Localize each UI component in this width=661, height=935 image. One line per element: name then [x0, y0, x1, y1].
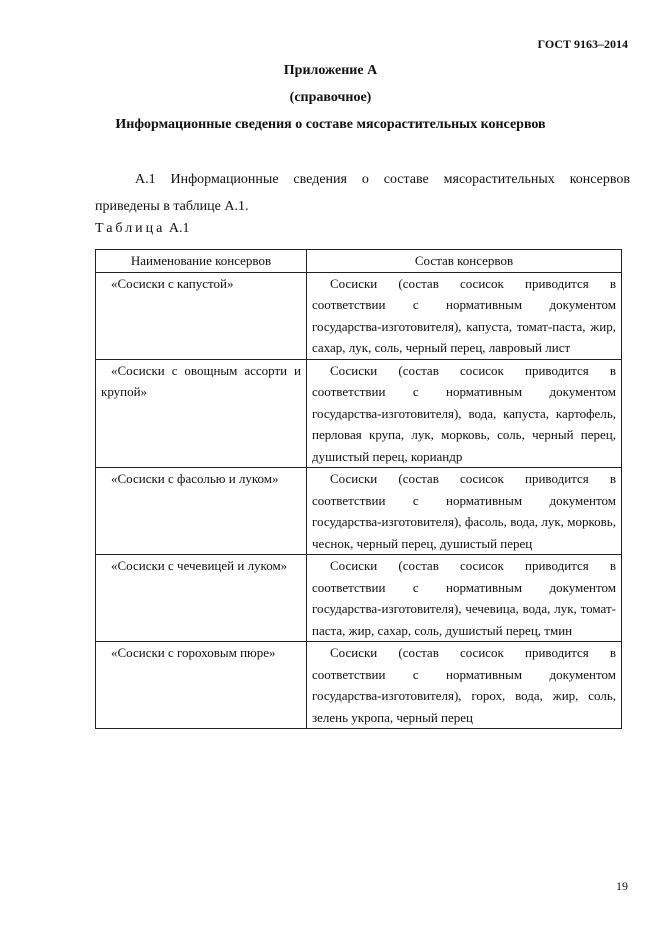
- page-number: 19: [616, 879, 628, 893]
- product-name-cell: [96, 468, 307, 555]
- table-caption-number: А.1: [168, 221, 190, 236]
- composition-cell: [307, 359, 622, 468]
- table-row: [96, 468, 622, 555]
- header-composition: Состав консервов: [307, 250, 622, 273]
- composition-text: Сосиски (состав сосисок приводится в соответствии с нормативным документом государства-изготовителя), капуста, томат-паста, жир, сахар, лук, соль, черный перец, лавровый лист: [312, 275, 616, 355]
- composition-cell: [307, 555, 622, 642]
- product-name-cell: [96, 359, 307, 468]
- product-name: «Сосиски с чечевицей и луком»: [111, 558, 288, 573]
- product-name-cell: [96, 555, 307, 642]
- appendix-title: Приложение А: [283, 63, 378, 78]
- intro-paragraph-line2: приведены в таблице А.1.: [95, 199, 249, 214]
- product-name: «Сосиски с капустой»: [111, 275, 234, 291]
- standard-id: ГОСТ 9163–2014: [537, 37, 628, 51]
- composition-text: Сосиски (состав сосисок приводится в соответствии с нормативным документом государства-изготовителя), фасоль, вода, лук, морковь, чеснок, черный перец, душистый перец: [312, 471, 616, 551]
- composition-cell: [307, 642, 622, 729]
- appendix-type: (справочное): [289, 90, 372, 105]
- composition-cell: [307, 468, 622, 555]
- table-caption-prefix: Таблица: [95, 221, 166, 236]
- table-row: [96, 642, 622, 729]
- header-name: Наименование консервов: [96, 250, 307, 273]
- composition-text: Сосиски (состав сосисок приводится в соответствии с нормативным документом государства-изготовителя), горох, вода, жир, соль, зелень укропа, черный перец: [312, 645, 616, 725]
- table-caption: [95, 221, 190, 237]
- product-name: «Сосиски с овощным ассорти и крупой»: [101, 362, 301, 399]
- table-row: [96, 555, 622, 642]
- table-row: [96, 272, 622, 359]
- product-name-cell: [96, 272, 307, 359]
- intro-paragraph-line1: [95, 166, 630, 193]
- composition-table: [95, 249, 622, 729]
- product-name: «Сосиски с гороховым пюре»: [111, 645, 276, 660]
- composition-cell: [307, 272, 622, 359]
- composition-text: Сосиски (состав сосисок приводится в соответствии с нормативным документом государства-изготовителя), чечевица, вода, лук, томат-паста, жир, сахар, соль, душистый перец, тмин: [312, 558, 616, 638]
- appendix-heading: Информационные сведения о составе мясорастительных консервов: [115, 117, 546, 132]
- table-header-row: [96, 250, 622, 273]
- composition-text: Сосиски (состав сосисок приводится в соответствии с нормативным документом государства-изготовителя), вода, капуста, картофель, перловая крупа, лук, морковь, соль, черный перец, душистый перец, кориандр: [312, 362, 616, 464]
- product-name: «Сосиски с фасолью и луком»: [111, 471, 279, 486]
- product-name-cell: [96, 642, 307, 729]
- table-row: [96, 359, 622, 468]
- intro-text-1: А.1 Информационные сведения о составе мясорастительных консервов: [135, 172, 630, 187]
